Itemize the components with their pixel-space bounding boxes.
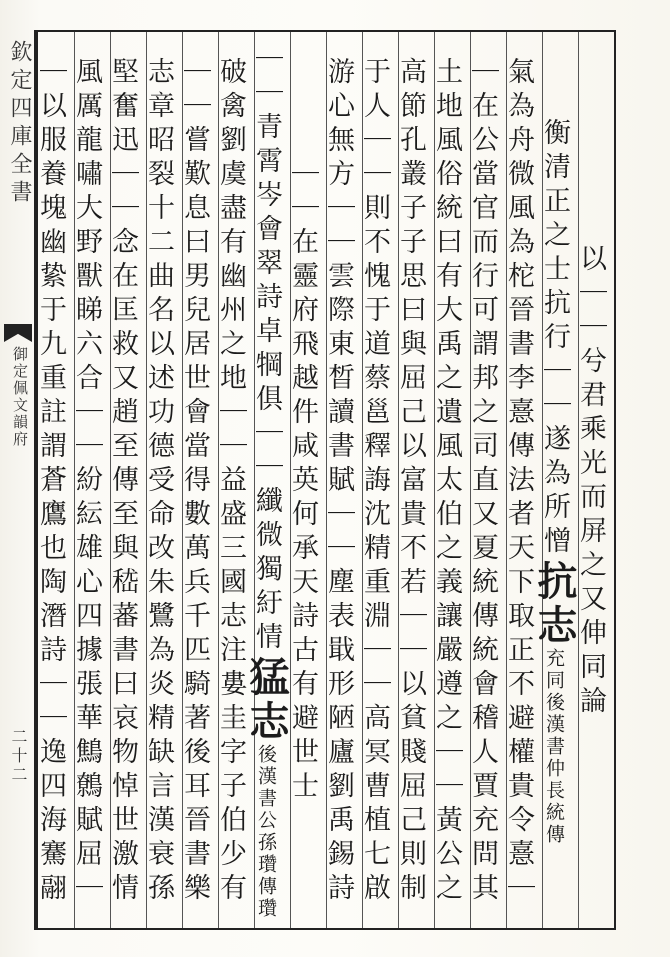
body-text: ｜｜在靈府飛越件咸英何承天詩古有避世士 <box>287 159 318 805</box>
text-column <box>143 32 182 928</box>
column-text <box>503 40 542 924</box>
body-text: ｜｜嘗歎息曰男兒居世會當得數萬兵千匹騎著後耳晉書樂 <box>179 57 210 907</box>
text-column <box>243 32 290 928</box>
column-text <box>35 40 74 924</box>
column-text <box>359 40 398 924</box>
text-columns <box>35 32 614 928</box>
body-text: 以｜｜兮君乘光而屏之又伸同論 <box>575 244 606 720</box>
text-column <box>359 32 398 928</box>
column-text <box>71 40 110 924</box>
body-text: 于人｜｜則不愧于道蔡邕釋誨沈精重淵｜｜高冥曹植七啟 <box>359 57 390 907</box>
column-text <box>467 40 506 924</box>
text-frame <box>36 30 616 930</box>
text-column <box>503 32 542 928</box>
column-text <box>575 40 614 924</box>
page-number: 二十二 <box>9 728 28 785</box>
body-text: 風厲龍嘯大野獸睇六合｜｜紛紜雄心四據張華鷦鷯賦屈｜ <box>71 57 102 907</box>
text-column <box>467 32 506 928</box>
entry-heading: 抗志 <box>531 560 578 648</box>
text-column <box>575 32 614 928</box>
body-text: 游心無方｜｜雲際東晳讀書賦｜｜塵表戢形陋廬劉禹錫詩 <box>323 57 354 907</box>
annotation-text: 後漢書公孫瓚傳瓚 <box>255 744 277 920</box>
body-text: ｜在公當官而行可謂邦之司直又夏統傳統會稽人賈充問其 <box>467 57 498 907</box>
body-text: 土地風俗統曰有大禹之遺風太伯之義讓嚴遵之｜｜黃公之 <box>431 57 462 907</box>
entry-heading: 猛志 <box>243 656 290 744</box>
text-column <box>71 32 110 928</box>
body-text: 衡清正之士抗行｜｜遂為所憎 <box>539 118 570 560</box>
body-text: 高節孔叢子子思曰與屈己以富貴不若｜｜以貧賤屈己則制 <box>395 57 426 907</box>
column-text <box>243 40 290 924</box>
column-text <box>323 40 362 924</box>
text-column <box>531 32 578 928</box>
column-text <box>287 40 326 924</box>
book-sub-label: 御定佩文韻府 <box>11 346 29 448</box>
column-text <box>395 40 434 924</box>
column-text <box>531 40 578 924</box>
text-column <box>323 32 362 928</box>
body-text: 氣為舟微風為柁晉書李憙傳法者天下取正不避權貴令憙｜ <box>503 57 534 907</box>
body-text: ｜｜青霄岑會翠詩卓犅俱｜｜纖微獨紆情 <box>251 44 282 656</box>
column-text <box>179 40 218 924</box>
column-text <box>143 40 182 924</box>
text-column <box>179 32 218 928</box>
text-column <box>287 32 326 928</box>
annotation-text: 充同後漢書仲長統傳 <box>543 648 565 846</box>
text-column <box>107 32 146 928</box>
column-text <box>107 40 146 924</box>
body-text: 堅奮迅｜｜念在匡救又趙至傳至與嵇蕃書曰哀物悼世激情 <box>107 57 138 907</box>
text-column <box>35 32 74 928</box>
text-column <box>431 32 470 928</box>
body-text: ｜以服養塊幽絷于九重註謂蒼鷹也陶潛詩｜｜逸四海騫翮 <box>35 57 66 907</box>
column-text <box>431 40 470 924</box>
text-column <box>215 32 254 928</box>
text-column <box>395 32 434 928</box>
body-text: 破禽劉虞盡有幽州之地｜｜益盛三國志注婁圭字子伯少有 <box>215 57 246 907</box>
column-text <box>215 40 254 924</box>
body-text: 志章昭裂十二曲名以述功德受命改朱鷺為炎精缺言漢衰孫 <box>143 57 174 907</box>
book-title-fragment: 欽定四庫全書 <box>7 40 32 208</box>
